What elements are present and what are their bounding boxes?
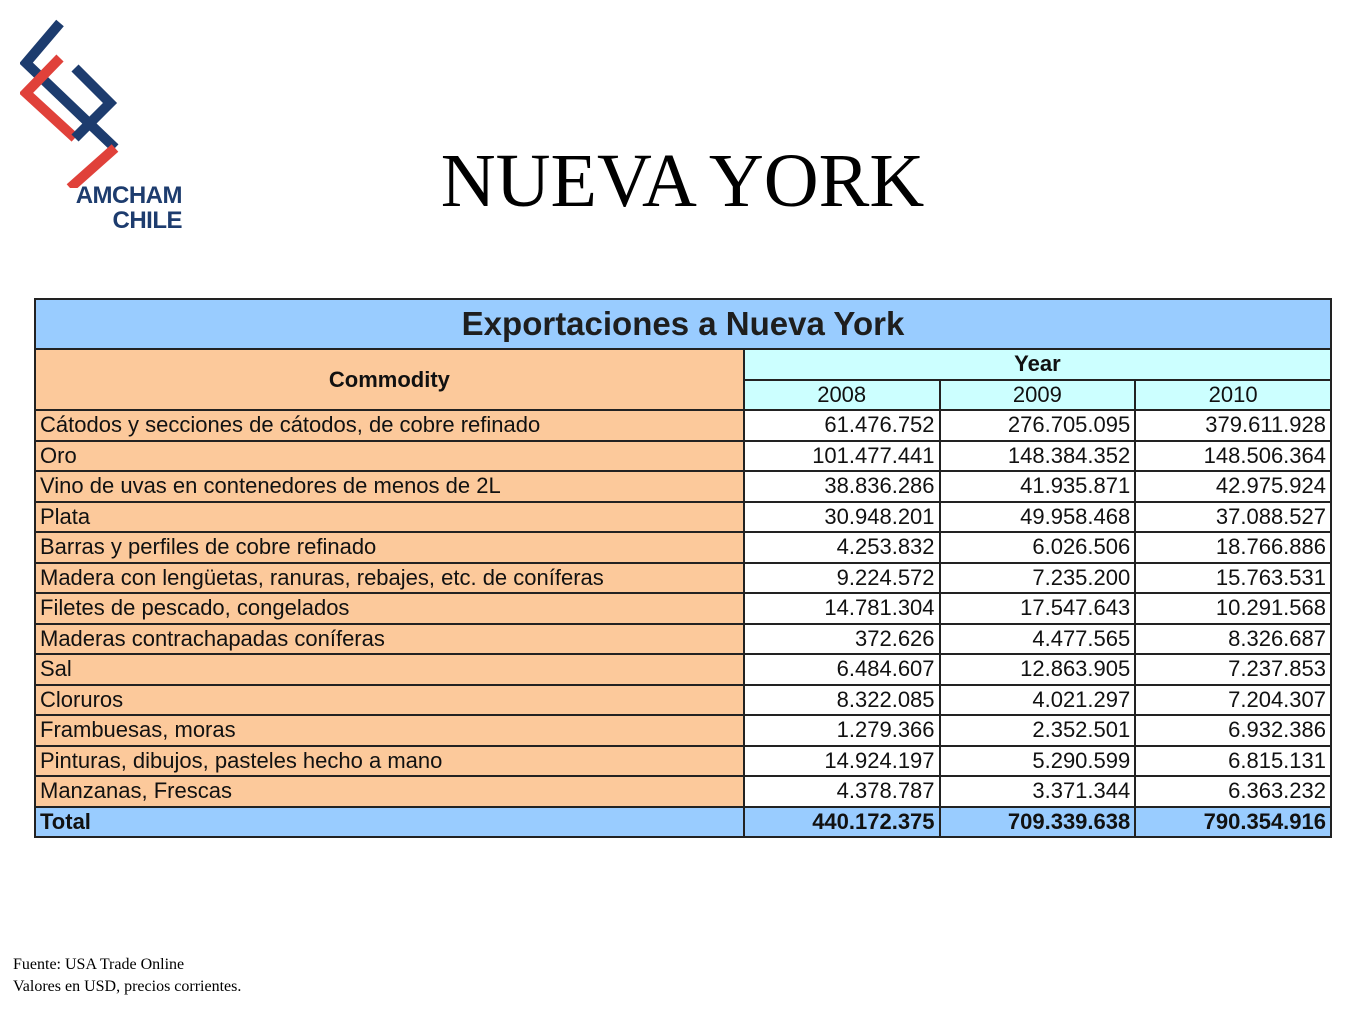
total-label: Total [35,807,744,838]
commodity-label: Cátodos y secciones de cátodos, de cobre refinado [35,410,744,441]
commodity-label: Maderas contrachapadas coníferas [35,624,744,655]
source-footnote: Fuente: USA Trade Online [13,956,185,973]
value-2008: 4.378.787 [744,776,940,807]
commodity-header: Commodity [35,349,744,410]
value-2008: 4.253.832 [744,532,940,563]
table-row [35,441,1331,472]
table-row [35,715,1331,746]
value-2008: 38.836.286 [744,471,940,502]
value-2010: 6.815.131 [1135,746,1331,777]
commodity-label: Pinturas, dibujos, pasteles hecho a mano [35,746,744,777]
table-row [35,685,1331,716]
value-2008: 9.224.572 [744,563,940,594]
value-2008: 372.626 [744,624,940,655]
value-2009: 41.935.871 [940,471,1136,502]
value-2008: 14.924.197 [744,746,940,777]
exports-table [34,298,1332,838]
value-2008: 6.484.607 [744,654,940,685]
table-row [35,593,1331,624]
value-2010: 6.932.386 [1135,715,1331,746]
logo-text-line1: AMCHAM [75,182,182,209]
commodity-label: Filetes de pescado, congelados [35,593,744,624]
total-value-2009: 709.339.638 [940,807,1136,838]
value-2008: 8.322.085 [744,685,940,716]
year-2010-header: 2010 [1135,380,1331,411]
table-row [35,471,1331,502]
commodity-label: Manzanas, Frescas [35,776,744,807]
value-2009: 3.371.344 [940,776,1136,807]
value-2009: 6.026.506 [940,532,1136,563]
value-2008: 61.476.752 [744,410,940,441]
value-2009: 276.705.095 [940,410,1136,441]
table-row [35,563,1331,594]
commodity-label: Oro [35,441,744,472]
table-title: Exportaciones a Nueva York [35,299,1331,349]
value-2010: 148.506.364 [1135,441,1331,472]
commodity-label: Frambuesas, moras [35,715,744,746]
value-2010: 18.766.886 [1135,532,1331,563]
commodity-label: Madera con lengüetas, ranuras, rebajes, etc. de coníferas [35,563,744,594]
value-2009: 17.547.643 [940,593,1136,624]
value-2009: 5.290.599 [940,746,1136,777]
value-2010: 8.326.687 [1135,624,1331,655]
units-footnote: Valores en USD, precios corrientes. [13,978,242,995]
value-2009: 148.384.352 [940,441,1136,472]
value-2008: 14.781.304 [744,593,940,624]
value-2009: 4.477.565 [940,624,1136,655]
commodity-label: Sal [35,654,744,685]
value-2010: 15.763.531 [1135,563,1331,594]
year-header: Year [744,349,1331,380]
total-row [35,807,1331,838]
value-2009: 4.021.297 [940,685,1136,716]
value-2010: 6.363.232 [1135,776,1331,807]
value-2010: 379.611.928 [1135,410,1331,441]
value-2009: 2.352.501 [940,715,1136,746]
page-title: NUEVA YORK [440,139,925,223]
value-2009: 49.958.468 [940,502,1136,533]
year-2008-header: 2008 [744,380,940,411]
total-value-2008: 440.172.375 [744,807,940,838]
table-row [35,776,1331,807]
value-2010: 42.975.924 [1135,471,1331,502]
table-row [35,410,1331,441]
commodity-label: Vino de uvas en contenedores de menos de 2L [35,471,744,502]
table-row [35,532,1331,563]
commodity-label: Plata [35,502,744,533]
value-2008: 30.948.201 [744,502,940,533]
value-2009: 7.235.200 [940,563,1136,594]
table-row [35,624,1331,655]
year-2009-header: 2009 [940,380,1136,411]
logo-text-line2: CHILE [112,207,182,234]
table-row [35,654,1331,685]
table-row [35,502,1331,533]
value-2010: 10.291.568 [1135,593,1331,624]
total-value-2010: 790.354.916 [1135,807,1331,838]
value-2010: 7.237.853 [1135,654,1331,685]
value-2009: 12.863.905 [940,654,1136,685]
table-row [35,746,1331,777]
commodity-label: Barras y perfiles de cobre refinado [35,532,744,563]
value-2008: 101.477.441 [744,441,940,472]
value-2008: 1.279.366 [744,715,940,746]
value-2010: 7.204.307 [1135,685,1331,716]
commodity-label: Cloruros [35,685,744,716]
value-2010: 37.088.527 [1135,502,1331,533]
